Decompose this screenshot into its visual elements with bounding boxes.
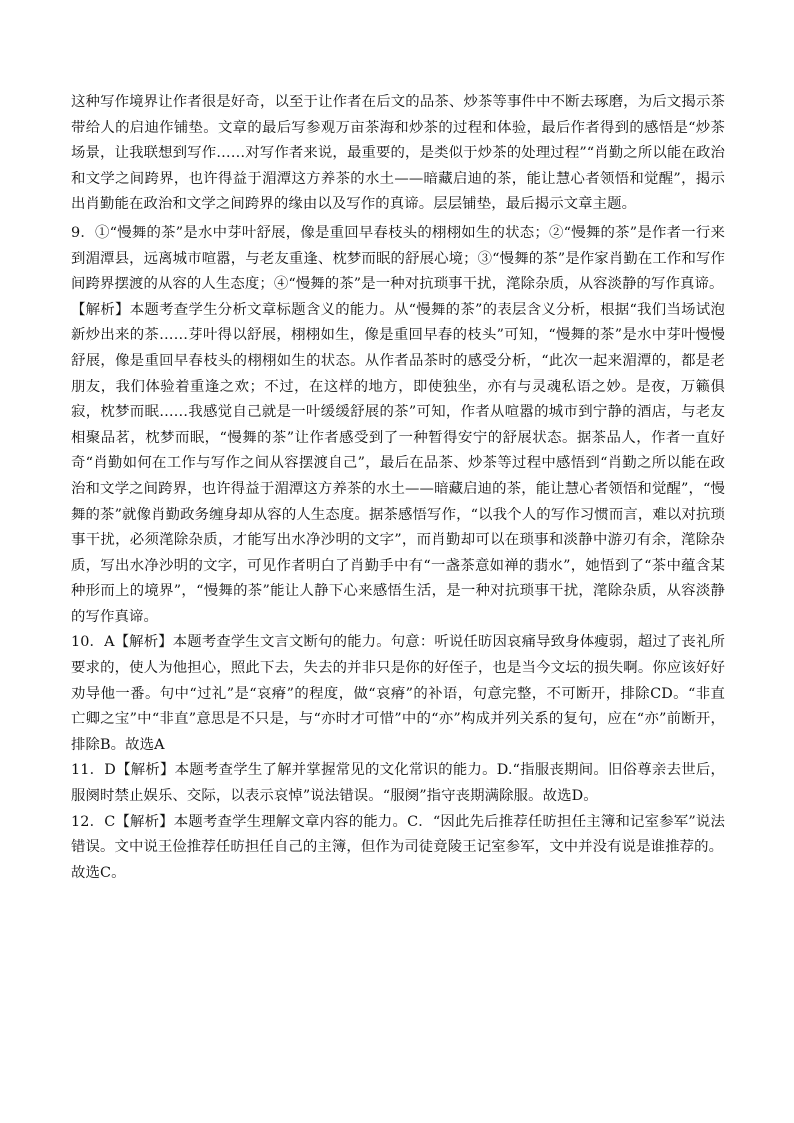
answer-q9: 9．①“慢舞的茶”是水中芽叶舒展，像是重回早春枝头的栩栩如生的状态；②“慢舞的茶”是作者一行来到湄潭县，远离城市喧嚣，与老友重逢、枕梦而眠的舒展心境；③“慢舞的茶”是作家肖勤在工作和写作间跨界摆渡的从容的人生态度；④“慢舞的茶”是一种对抗琐事干扰，滗除杂质，从容淡静的写作真谛。 (71, 224, 725, 293)
answer-q12-conclusion: 故选C。 (71, 864, 126, 881)
document-page (71, 90, 725, 886)
answer-q11: 11．D【解析】本题考查学生了解并掌握常见的文化常识的能力。D.“指服丧期间。旧俗尊亲去世后，服阕时禁止娱乐、交际，以表示哀悼”说法错误。“服阕”指守丧期满除服。故选D。 (71, 762, 725, 805)
answer-q10: 10．A【解析】本题考查学生文言文断句的能力。句意：听说任昉因哀痛导致身体瘦弱，超过了丧礼所要求的，使人为他担心，照此下去，失去的并非只是你的好侄子，也是当今文坛的损失啊。你应该好好劝导他一番。句中“过礼”是“哀瘠”的程度，做“哀瘠”的补语，句意完整，不可断开，排除CD。“非直亡卿之宝”中“非直”意思是不只是，与“亦时才可惜”中的“亦”构成并列关系的复句，应在“亦”前断开，排除B。故选A (71, 634, 725, 753)
analysis-q9: 【解析】本题考查学生分析文章标题含义的能力。从“慢舞的茶”的表层含义分析，根据“我们当场试泡新炒出来的茶……芽叶得以舒展，栩栩如生，像是重回早春的枝头”可知，“慢舞的茶”是水中芽叶慢慢舒展，像是重回早春枝头的栩栩如生的状态。从作者品茶时的感受分析，“此次一起来湄潭的，都是老朋友，我们体验着重逢之欢；不过，在这样的地方，即使独坐，亦有与灵魂私语之妙。是夜，万籁俱寂，枕梦而眠……我感觉自己就是一叶缓缓舒展的茶”可知，作者从喧嚣的城市到宁静的酒店，与老友相聚品茗，枕梦而眠，“慢舞的茶”让作者感受到了一种暂得安宁的舒展状态。据茶品人，作者一直好奇“肖勤如何在工作与写作之间从容摆渡自己”，最后在品茶、炒茶等过程中感悟到“肖勤之所以能在政治和文学之间跨界，也许得益于湄潭这方养茶的水土——暗藏启迪的茶，能让慧心者领悟和觉醒”，“慢舞的茶”就像肖勤政务缠身却从容的人生态度。据茶感悟写作，“以我个人的写作习惯而言，难以对抗琐事干扰，必须滗除杂质，才能写出水净沙明的文字”，而肖勤却可以在琐事和淡静中游刃有余，滗除杂质，写出水净沙明的文字，可见作者明白了肖勤手中有“一盏茶意如禅的翡水”，她悟到了“茶中蕴含某种形而上的境界”，“慢舞的茶”能让人静下心来感悟生活，是一种对抗琐事干扰，滗除杂质，从容淡静的写作真谛。 (71, 301, 725, 625)
paragraph-continued: 这种写作境界让作者很是好奇，以至于让作者在后文的品茶、炒茶等事件中不断去琢磨，为后文揭示茶带给人的启迪作铺垫。文章的最后写参观万亩茶海和炒茶的过程和体验，最后作者得到的感悟是“炒茶场景，让我联想到写作……对写作者来说，最重要的，是类似于炒茶的处理过程”“肖勤之所以能在政治和文学之间跨界，也许得益于湄潭这方养茶的水土——暗藏启迪的茶，能让慧心者领悟和觉醒”，揭示出肖勤能在政治和文学之间跨界的缘由以及写作的真谛。层层铺垫，最后揭示文章主题。 (71, 94, 725, 213)
answer-q12: 12．C【解析】本题考查学生理解文章内容的能力。C．“因此先后推荐任昉担任主簿和记室参军”说法错误。文中说王俭推荐任昉担任自己的主簿，但作为司徒竟陵王记室参军，文中并没有说是谁推荐的。 (71, 813, 725, 856)
